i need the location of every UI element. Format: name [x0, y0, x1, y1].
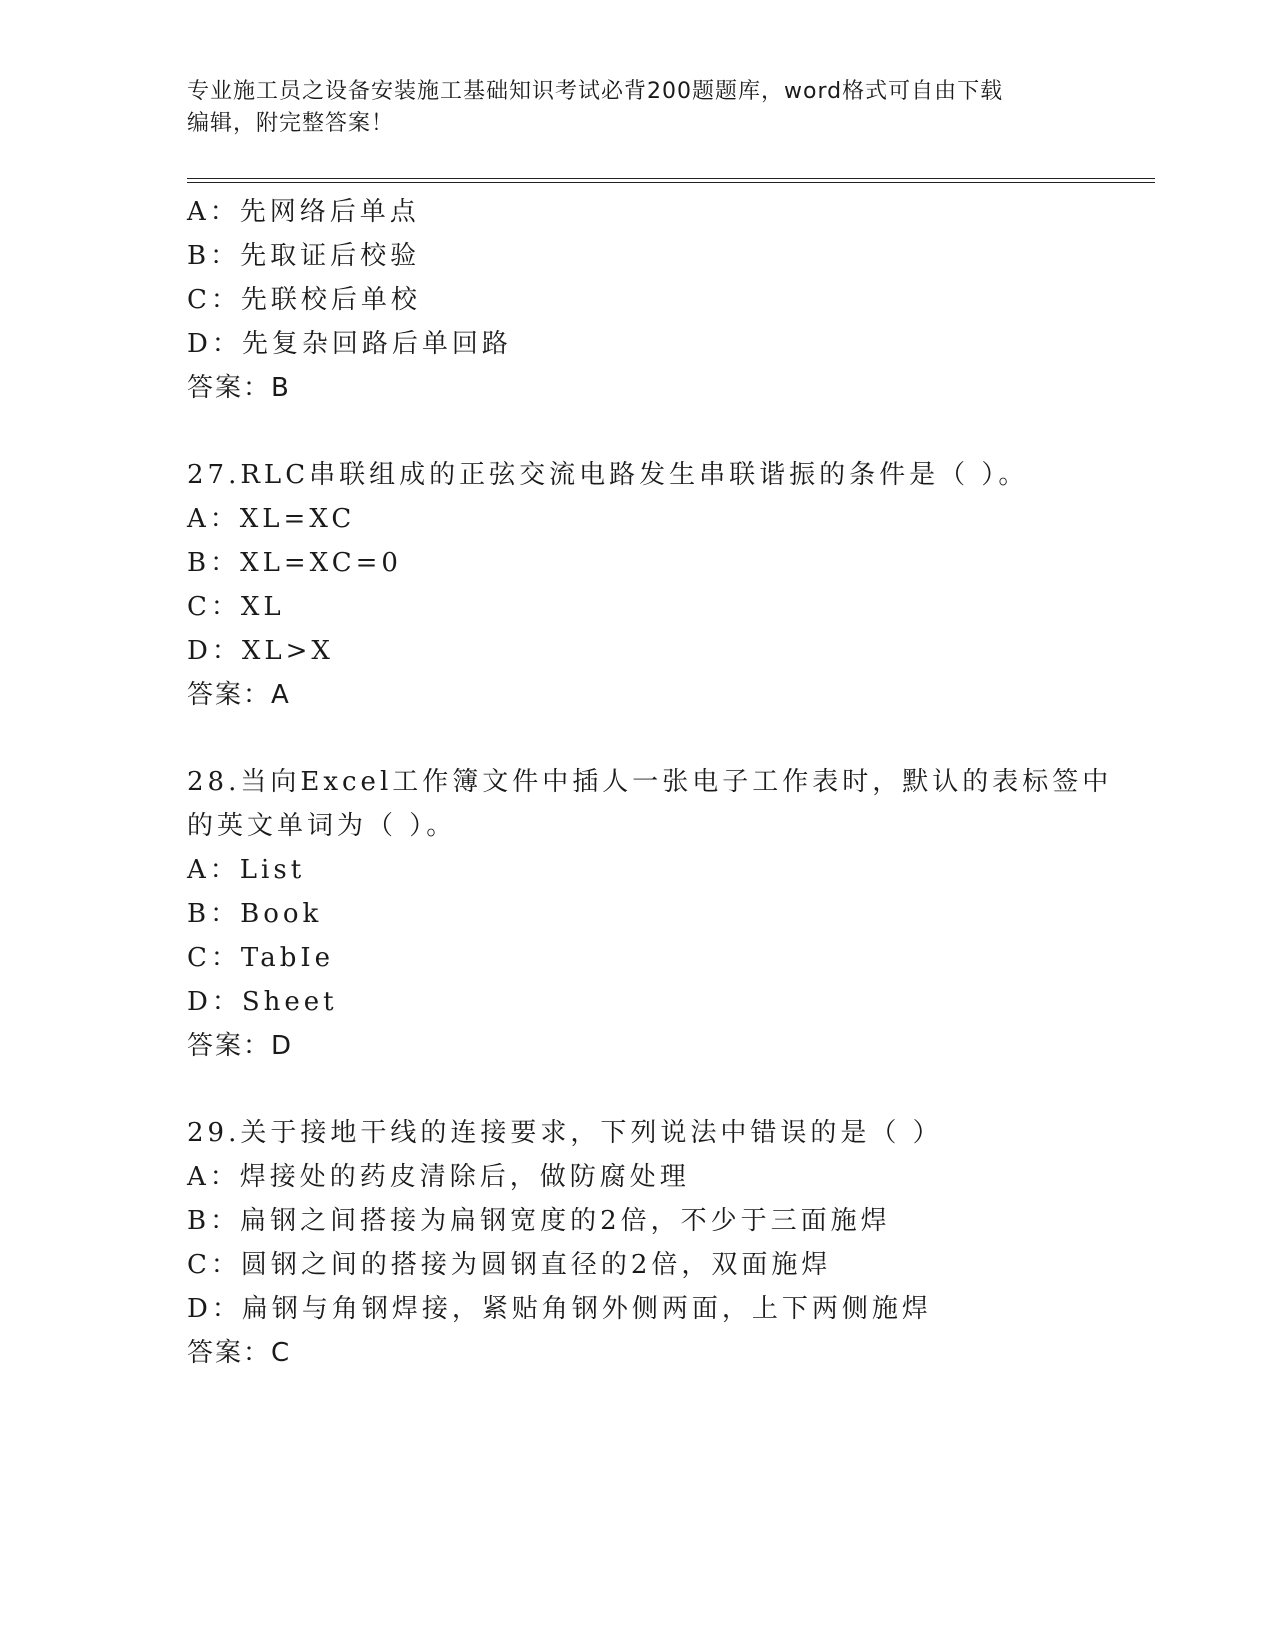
q28-answer: 答案：D — [187, 1031, 294, 1061]
q29-answer: 答案：C — [187, 1338, 292, 1368]
q29-option-d: D：扁钢与角钢焊接，紧贴角钢外侧两面，上下两侧施焊 — [187, 1294, 932, 1324]
header-divider-top — [187, 178, 1155, 179]
header-line-1: 专业施工员之设备安装施工基础知识考试必背200题题库，word格式可自由下载 — [187, 79, 1004, 104]
q28-option-d: D：Sheet — [187, 987, 338, 1017]
document-header — [187, 76, 1087, 140]
q27-option-a: A：XL=XC — [187, 504, 356, 534]
q28-stem-line-1: 28.当向Excel工作簿文件中插人一张电子工作表时，默认的表标签中 — [187, 767, 1113, 797]
prev-option-b: B：先取证后校验 — [187, 241, 421, 271]
prev-answer: 答案：B — [187, 373, 291, 403]
q27-option-d: D：XL>X — [187, 636, 334, 666]
q28-option-a: A：List — [187, 855, 306, 885]
q28-stem-line-2: 的英文单词为（ ）。 — [187, 811, 457, 841]
q29-stem: 29.关于接地干线的连接要求，下列说法中错误的是（ ） — [187, 1118, 943, 1148]
header-divider-bottom — [187, 182, 1155, 183]
q27-stem: 27.RLC串联组成的正弦交流电路发生串联谐振的条件是（ ）。 — [187, 460, 1029, 490]
q27-answer: 答案：A — [187, 680, 291, 710]
q29-option-b: B：扁钢之间搭接为扁钢宽度的2倍，不少于三面施焊 — [187, 1206, 891, 1236]
q27-option-c: C：XL — [187, 592, 285, 622]
q27-option-b: B：XL=XC=0 — [187, 548, 402, 578]
q28-option-b: B：Book — [187, 899, 323, 929]
prev-option-d: D：先复杂回路后单回路 — [187, 329, 512, 359]
q28-option-c: C：TabIe — [187, 943, 335, 973]
prev-option-c: C：先联校后单校 — [187, 285, 421, 315]
prev-option-a: A：先网络后单点 — [187, 197, 420, 227]
q29-option-c: C：圆钢之间的搭接为圆钢直径的2倍，双面施焊 — [187, 1250, 832, 1280]
q29-option-a: A：焊接处的药皮清除后，做防腐处理 — [187, 1162, 690, 1192]
header-line-2: 编辑，附完整答案！ — [187, 111, 395, 136]
